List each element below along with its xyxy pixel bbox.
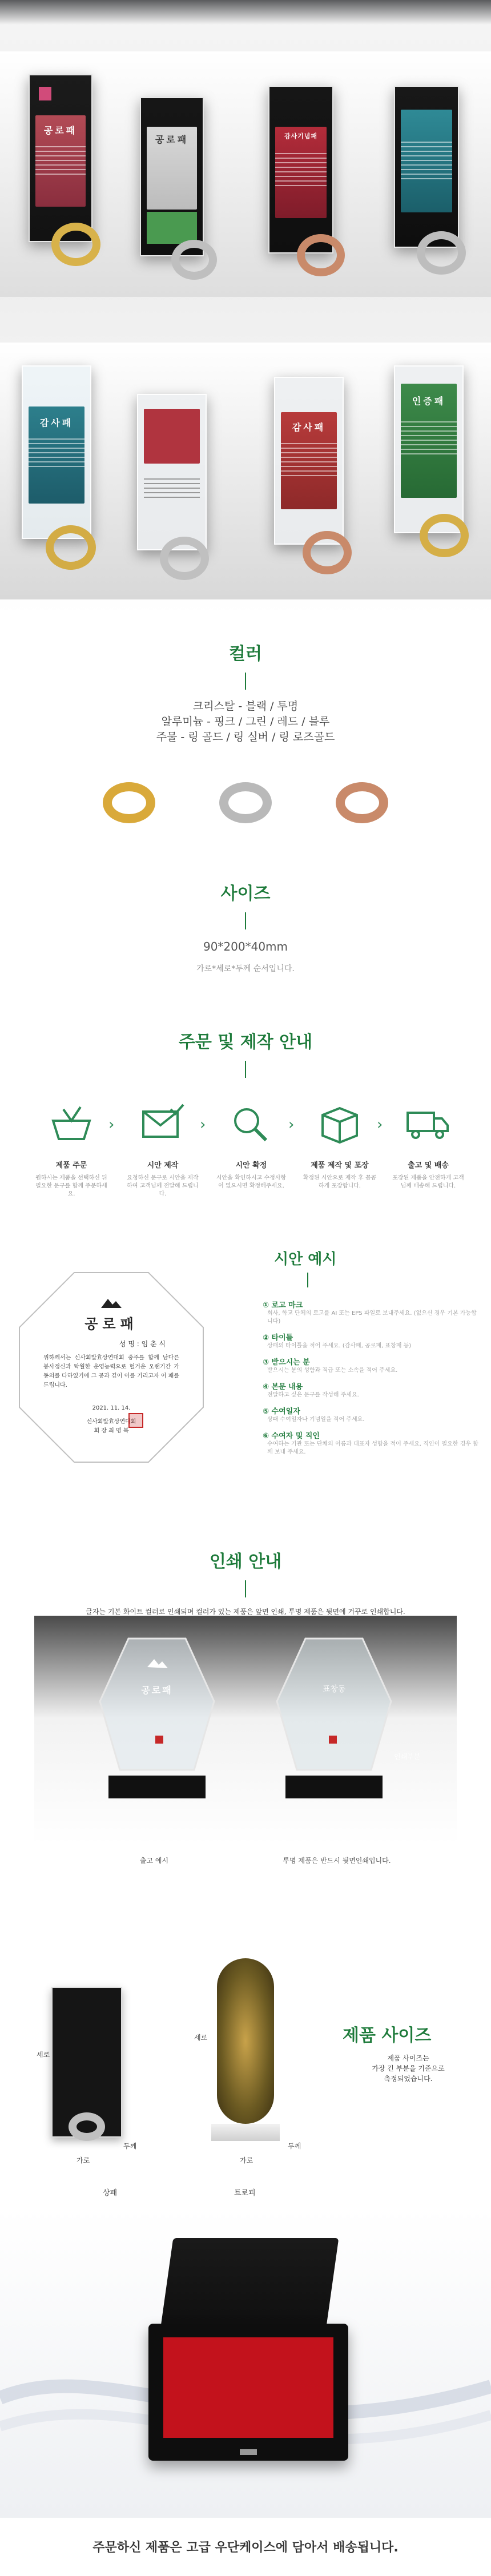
plaque-text-lines bbox=[275, 150, 327, 190]
box-icon bbox=[312, 1096, 367, 1151]
left-crystal-title: 공로패 bbox=[141, 1685, 173, 1696]
product-plaque-8 bbox=[394, 365, 464, 533]
dim-width-right: 가로 bbox=[240, 2156, 253, 2164]
size-value: 90*200*40mm bbox=[203, 940, 288, 953]
sample-org: 신사회발효상연대회 bbox=[86, 1419, 136, 1425]
sample-item bbox=[263, 1299, 480, 1326]
sample-item-title: ② 타이틀 bbox=[263, 1334, 293, 1342]
size-section bbox=[0, 879, 491, 993]
trophy-size-photo bbox=[217, 1958, 274, 2124]
sample-item-desc: 상패 수여일자나 기념일을 적어 주세요. bbox=[267, 1416, 365, 1423]
product-row-2 bbox=[0, 343, 491, 599]
plaque-text-lines bbox=[29, 435, 84, 470]
dim-width-left: 가로 bbox=[77, 2156, 90, 2164]
plaque-text-lines bbox=[281, 440, 337, 480]
plaque-label: 상패 bbox=[103, 2189, 118, 2197]
silver-ring-stand bbox=[417, 231, 466, 275]
color-section bbox=[0, 639, 491, 845]
product-size-heading: 제품 사이즈 bbox=[343, 2026, 432, 2046]
crystal-trophy-right bbox=[274, 1633, 394, 1804]
trophy-label: 트로피 bbox=[234, 2189, 256, 2197]
gold-ring-stand bbox=[420, 514, 469, 557]
heading-divider bbox=[245, 1061, 246, 1078]
trophy-base bbox=[211, 2124, 280, 2141]
package-section bbox=[0, 2209, 491, 2576]
size-note: 가로*세로*두께 순서입니다. bbox=[196, 964, 295, 973]
heading-divider bbox=[245, 673, 246, 690]
plaque-text-lines bbox=[35, 143, 86, 178]
step-confirm bbox=[214, 1096, 288, 1190]
velvet-case-body bbox=[148, 2324, 348, 2461]
rosegold-ring-stand bbox=[297, 234, 345, 276]
mountain-logo-icon bbox=[100, 1295, 123, 1309]
product-plaque-2 bbox=[140, 97, 204, 256]
heading-divider bbox=[307, 1273, 308, 1287]
step-desc: 시안을 확인하시고 수정사항이 없으시면 확정해주세요. bbox=[216, 1175, 287, 1189]
right-caption: 투명 제품은 반드시 뒷면인쇄입니다. bbox=[283, 1857, 391, 1865]
print-photo bbox=[34, 1616, 457, 1844]
plaque-title: 감사기념패 bbox=[284, 132, 318, 140]
gold-ring-stand bbox=[46, 525, 96, 570]
dim-height-left: 세로 bbox=[37, 2051, 50, 2059]
plaque-title: 감사패 bbox=[39, 417, 74, 428]
package-message: 주문하신 제품은 고급 우단케이스에 담아서 배송됩니다. bbox=[92, 2541, 399, 2555]
sample-item bbox=[263, 1380, 480, 1399]
sample-items bbox=[263, 1299, 480, 1462]
silver-ring-stand bbox=[69, 2112, 105, 2141]
sample-date: 2021. 11. 14. bbox=[92, 1405, 131, 1411]
magnifier-icon bbox=[224, 1096, 279, 1151]
envelope-icon bbox=[135, 1096, 190, 1151]
product-plaque-1 bbox=[29, 74, 92, 242]
color-heading: 컬러 bbox=[229, 644, 262, 664]
rosegold-ring-stand bbox=[303, 531, 352, 574]
plaque-title: 감사패 bbox=[292, 422, 326, 433]
step-shipping bbox=[391, 1096, 465, 1190]
heading-divider bbox=[245, 912, 246, 929]
sample-item bbox=[263, 1405, 480, 1424]
step-order bbox=[34, 1096, 108, 1198]
logo-mark bbox=[39, 87, 51, 100]
product-plaque-5 bbox=[22, 365, 91, 539]
seal-stamp bbox=[128, 1413, 143, 1428]
step-label: 제품 주문 bbox=[55, 1161, 87, 1170]
sample-plaque bbox=[17, 1270, 206, 1464]
product-plaque-3 bbox=[268, 86, 333, 253]
ring-rosegold-swatch bbox=[336, 782, 388, 823]
print-area-tag: 인쇄부분 bbox=[394, 1753, 421, 1761]
color-list bbox=[0, 699, 491, 745]
product-size-desc: 제품 사이즈는 가장 긴 부분을 기준으로 측정되었습니다. bbox=[372, 2054, 445, 2083]
print-desc: 글자는 기본 화이트 컬러로 인쇄되며 컬러가 있는 제품은 앞면 인쇄, 투명 제품은 뒷면에 거꾸로 인쇄합니다. bbox=[86, 1608, 405, 1616]
case-clasp bbox=[240, 2449, 257, 2455]
product-plaque-7 bbox=[274, 377, 344, 545]
sample-item-desc: 회사, 학교 단체의 로고를 AI 또는 EPS 파일로 보내주세요. (없으신 경우 기본 가능합니다) bbox=[267, 1310, 477, 1325]
dim-depth-right: 두께 bbox=[288, 2142, 301, 2150]
step-label: 출고 및 배송 bbox=[408, 1161, 449, 1170]
dim-height-right: 세로 bbox=[194, 2034, 208, 2042]
step-desc: 원하시는 제품을 선택하신 뒤 필요한 문구를 함께 주문하세요. bbox=[35, 1175, 107, 1197]
product-plaque-4 bbox=[394, 86, 459, 248]
product-plaque-6 bbox=[137, 394, 207, 550]
color-line-2: 알루미늄 - 핑크 / 그린 / 레드 / 블루 bbox=[161, 715, 330, 728]
step-desc: 확정된 시안으로 제작 후 꼼꼼하게 포장합니다. bbox=[303, 1175, 377, 1189]
plaque-title: 인증패 bbox=[412, 396, 446, 406]
truck-icon bbox=[401, 1096, 456, 1151]
crystal-trophy-left bbox=[97, 1633, 217, 1804]
package-photo bbox=[0, 2209, 491, 2518]
sample-name: 성 명 : 임 춘 식 bbox=[119, 1340, 166, 1348]
plaque-text-lines bbox=[401, 138, 452, 183]
chevron-right-icon: › bbox=[377, 1116, 383, 1133]
plaque-title: 공로패 bbox=[155, 134, 189, 145]
print-section bbox=[0, 1547, 491, 1935]
step-draft bbox=[126, 1096, 200, 1198]
sample-body: 위하께서는 신사회발효상연대회 중주를 함께 남다른 봉사정신과 탁월한 운영능력으로 헐거운 오랜기간 가 동의를 다하였기에 그 공과 깊이 이를 기리고자 이 패를 드립니다. bbox=[43, 1355, 179, 1388]
step-desc: 요청하신 문구로 시안을 제작하여 고객님께 전달해 드립니다. bbox=[127, 1175, 199, 1197]
plaque-panel bbox=[144, 409, 200, 464]
chevron-right-icon: › bbox=[288, 1116, 295, 1133]
sample-item bbox=[263, 1356, 480, 1375]
print-heading: 인쇄 안내 bbox=[209, 1552, 282, 1572]
sample-item-desc: 받으시는 분의 성함과 직급 또는 소속을 적어 주세요. bbox=[267, 1367, 398, 1374]
sample-item-title: ④ 본문 내용 bbox=[263, 1383, 303, 1391]
step-desc: 포장된 제품을 안전하게 고객님께 배송해 드립니다. bbox=[392, 1175, 464, 1189]
sample-rep: 회 장 최 명 복 bbox=[94, 1428, 129, 1434]
product-size-section bbox=[0, 1941, 491, 2204]
product-row-1 bbox=[0, 51, 491, 297]
sample-item bbox=[263, 1331, 480, 1350]
sample-item-title: ⑤ 수여일자 bbox=[263, 1407, 300, 1416]
sample-item-desc: 수여하는 기관 또는 단체의 이름과 대표자 성함을 적어 주세요. 직인이 필요한 경우 함께 보내 주세요. bbox=[267, 1441, 478, 1455]
sample-item-title: ① 로고 마크 bbox=[263, 1301, 303, 1310]
ring-silver-swatch bbox=[219, 782, 272, 823]
sample-title: 공로패 bbox=[84, 1316, 138, 1332]
chevron-right-icon: › bbox=[108, 1116, 115, 1133]
dim-depth-left: 두께 bbox=[123, 2142, 137, 2150]
chevron-right-icon: › bbox=[200, 1116, 206, 1133]
sample-section bbox=[0, 1247, 491, 1533]
order-heading: 주문 및 제작 안내 bbox=[178, 1032, 313, 1052]
basket-icon bbox=[44, 1096, 99, 1151]
silver-ring-stand bbox=[171, 240, 217, 280]
right-crystal-title: 표창동 bbox=[322, 1685, 346, 1694]
red-velvet-lining bbox=[163, 2337, 333, 2438]
step-production bbox=[303, 1096, 377, 1190]
color-line-1: 크리스탈 - 블랙 / 투명 bbox=[192, 700, 299, 713]
plaque-title: 공로패 bbox=[43, 125, 78, 136]
ring-gold-swatch bbox=[103, 782, 155, 823]
sample-item-title: ⑥ 수여자 및 직인 bbox=[263, 1432, 320, 1440]
gold-ring-stand bbox=[51, 223, 100, 266]
order-section bbox=[0, 1028, 491, 1245]
size-heading: 사이즈 bbox=[220, 884, 271, 904]
plaque-text-lines bbox=[401, 418, 457, 458]
heading-divider bbox=[245, 1580, 246, 1597]
step-label: 시안 확정 bbox=[235, 1161, 267, 1170]
color-line-3: 주물 - 링 골드 / 링 실버 / 링 로즈골드 bbox=[156, 731, 335, 743]
silver-ring-stand bbox=[160, 537, 209, 580]
step-label: 제품 제작 및 포장 bbox=[311, 1161, 369, 1170]
step-label: 시안 제작 bbox=[147, 1161, 179, 1170]
sample-item-desc: 상패의 타이틀을 적어 주세요. (감사패, 공로패, 표창패 등) bbox=[267, 1343, 412, 1349]
sample-item-desc: 전달하고 싶은 문구를 작성해 주세요. bbox=[267, 1392, 359, 1398]
sample-item-title: ③ 받으시는 분 bbox=[263, 1358, 310, 1367]
product-showcase bbox=[0, 0, 491, 617]
sample-heading: 시안 예시 bbox=[274, 1251, 337, 1268]
sample-item bbox=[263, 1430, 480, 1456]
plaque-green-band bbox=[147, 212, 197, 244]
plaque-text-lines bbox=[144, 475, 200, 501]
left-caption: 출고 예시 bbox=[139, 1857, 169, 1865]
